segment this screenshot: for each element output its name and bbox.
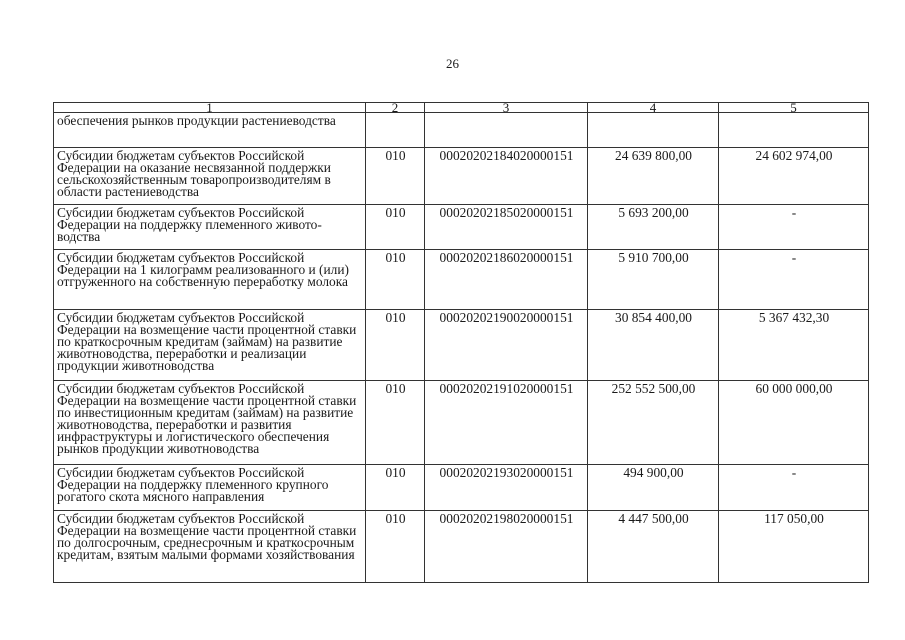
row-amount-fact: - (719, 465, 869, 511)
row-amount-fact: - (719, 205, 869, 250)
row-name: Субсидии бюджетам субъектов Российской Федерации на поддержку племенного крупного рогатого скота мясного направления (54, 465, 366, 511)
row-amount-plan: 24 639 800,00 (588, 148, 719, 205)
row-code: 010 (366, 310, 425, 381)
budget-table (53, 102, 869, 583)
row-amount-fact: 117 050,00 (719, 511, 869, 583)
row-amount-plan: 5 910 700,00 (588, 250, 719, 310)
row-kbk: 00020202184020000151 (425, 148, 588, 205)
table-row (54, 381, 869, 465)
row-code: 010 (366, 250, 425, 310)
table-row (54, 148, 869, 205)
row-amount-plan: 252 552 500,00 (588, 381, 719, 465)
column-number: 2 (366, 103, 425, 113)
row-kbk: 00020202193020000151 (425, 465, 588, 511)
table-header-row (54, 103, 869, 113)
column-number: 1 (54, 103, 366, 113)
row-name: Субсидии бюджетам субъектов Российской Федерации на оказание несвязанной поддержки сельскохозяйственным товаропроизводителям в области растениеводства (54, 148, 366, 205)
row-kbk: 00020202186020000151 (425, 250, 588, 310)
row-code: 010 (366, 465, 425, 511)
row-kbk: 00020202198020000151 (425, 511, 588, 583)
row-code (366, 113, 425, 148)
table-row (54, 113, 869, 148)
row-amount-fact: 24 602 974,00 (719, 148, 869, 205)
row-kbk (425, 113, 588, 148)
row-amount-fact: 5 367 432,30 (719, 310, 869, 381)
table-row (54, 205, 869, 250)
row-kbk: 00020202190020000151 (425, 310, 588, 381)
row-name: Субсидии бюджетам субъектов Российской Федерации на возмещение части процентной ставки по инвестиционным кредитам (займам) на развитие животноводства, переработки и развития инфраструктуры и логистического обеспечения рынков продукции животноводства (54, 381, 366, 465)
page-number: 26 (446, 56, 459, 71)
table-row (54, 310, 869, 381)
row-code: 010 (366, 381, 425, 465)
row-amount-plan: 4 447 500,00 (588, 511, 719, 583)
row-amount-plan: 494 900,00 (588, 465, 719, 511)
table-row (54, 511, 869, 583)
table-row (54, 465, 869, 511)
row-kbk: 00020202191020000151 (425, 381, 588, 465)
row-name: Субсидии бюджетам субъектов Российской Федерации на возмещение части процентной ставки по краткосрочным кредитам (займам) на развитие животноводства, переработки и реализации продукции животноводства (54, 310, 366, 381)
row-amount-fact: 60 000 000,00 (719, 381, 869, 465)
column-number: 3 (425, 103, 588, 113)
row-name: Субсидии бюджетам субъектов Российской Федерации на 1 килограмм реализованного и (или) отгруженного на собственную переработку молока (54, 250, 366, 310)
row-amount-plan: 5 693 200,00 (588, 205, 719, 250)
row-kbk: 00020202185020000151 (425, 205, 588, 250)
row-amount-plan (588, 113, 719, 148)
column-number: 5 (719, 103, 869, 113)
row-code: 010 (366, 205, 425, 250)
row-name: обеспечения рынков продукции растениеводства (54, 113, 366, 148)
row-code: 010 (366, 511, 425, 583)
row-amount-fact (719, 113, 869, 148)
table-row (54, 250, 869, 310)
row-amount-plan: 30 854 400,00 (588, 310, 719, 381)
row-code: 010 (366, 148, 425, 205)
row-name: Субсидии бюджетам субъектов Российской Федерации на поддержку племенного живото-водства (54, 205, 366, 250)
column-number: 4 (588, 103, 719, 113)
row-amount-fact: - (719, 250, 869, 310)
row-name: Субсидии бюджетам субъектов Российской Федерации на возмещение части процентной ставки по долгосрочным, среднесрочным и краткосрочным кредитам, взятым малыми формами хозяйствования (54, 511, 366, 583)
